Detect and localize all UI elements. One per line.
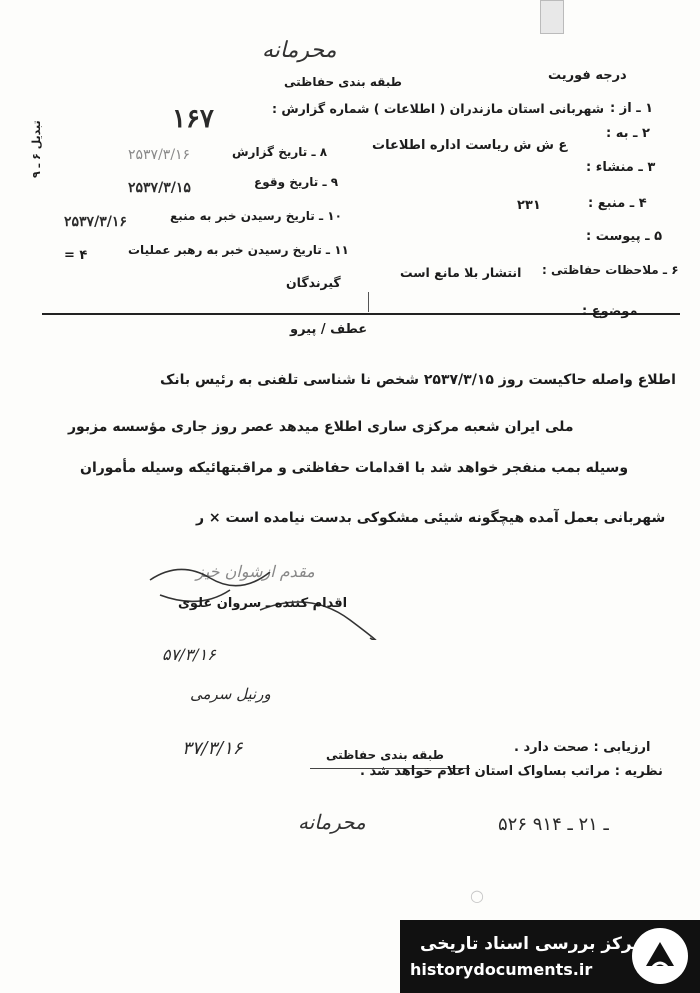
body-line-1: اطلاع واصله حاکیست روز ۲۵۳۷/۳/۱۵ شخص نا شناسی تلفنی به رئیس بانک bbox=[160, 372, 676, 388]
field-8-label: ۸ ـ تاریخ گزارش bbox=[232, 145, 328, 159]
evaluation: ارزیابی : صحت دارد . bbox=[514, 740, 651, 755]
watermark-org: مرکز بررسی اسناد تاریخی bbox=[420, 934, 643, 954]
field-1-value: شهربانی استان مازندران ( اطلاعات ) شماره گزارش : bbox=[272, 101, 605, 116]
occurrence-date: ۲۵۳۷/۳/۱۵ bbox=[128, 180, 191, 196]
archive-code: ۵۲۶ ـ ۲۱ ـ ۹۱۴ bbox=[498, 814, 609, 835]
classification-stamp-bottom: محرمانه bbox=[298, 810, 366, 834]
subject-label: موضوع : bbox=[582, 304, 638, 319]
action-by: اقدام کننده ـ سروان علوی bbox=[178, 596, 348, 611]
footer-classification-label: طبقه بندی حفاظتی bbox=[326, 748, 444, 762]
opinion: نظریه : مراتب بساواک استان اعلام خواهد شد . bbox=[360, 764, 663, 779]
source-value: ۲۳۱ bbox=[517, 198, 541, 213]
report-number: ۱۶۷ bbox=[172, 104, 214, 134]
classification-label-top: طبقه بندی حفاظتی bbox=[284, 75, 402, 89]
field-4-label: ۴ ـ منبع : bbox=[588, 196, 647, 211]
source-receipt-date: ۲۵۳۷/۳/۱۶ bbox=[64, 214, 127, 230]
bleed-through-mark: ○ bbox=[470, 886, 484, 905]
field-10-label: ۱۰ ـ تاریخ رسیدن خبر به منبع bbox=[170, 209, 342, 223]
field-6-value: انتشار بلا مانع است bbox=[400, 265, 522, 280]
classification-stamp-top: محرمانه bbox=[262, 38, 337, 63]
handwritten-note: مقدم ازشوان خیز bbox=[196, 562, 315, 581]
handwritten-date-2: ۳۷/۳/۱۶ bbox=[182, 738, 243, 759]
field-2-value: ع ش ش ریاست اداره اطلاعات bbox=[372, 138, 568, 153]
corner-tab bbox=[540, 0, 564, 34]
field-9-label: ۹ ـ تاریخ وقوع bbox=[254, 175, 339, 189]
recipients-label: گیرندگان bbox=[286, 275, 341, 290]
body-line-4: شهربانی بعمل آمده هیچگونه شیئی مشکوکی بدست نیامده است × ر bbox=[196, 510, 666, 526]
report-date: ۲۵۳۷/۳/۱۶ bbox=[128, 147, 191, 163]
urgency-label: درجه فوریت bbox=[548, 68, 627, 83]
subject-value: عطف / پیرو bbox=[290, 322, 368, 337]
field-1-label: ۱ ـ از : bbox=[610, 101, 654, 116]
field-11-value: = ۴ bbox=[64, 248, 88, 263]
column-divider bbox=[368, 292, 369, 312]
field-3-label: ۳ ـ منشاء : bbox=[586, 160, 656, 175]
handwritten-date: ۵۷/۳/۱۶ bbox=[162, 645, 216, 664]
signature-scribble bbox=[140, 550, 380, 640]
body-line-3: وسیله بمب منفجر خواهد شد با اقدامات حفاظتی و مراقبتهائیکه وسیله مأموران bbox=[80, 460, 629, 476]
side-note: تبدیل ۶ ـ ۹ bbox=[30, 120, 43, 178]
watermark-url[interactable]: historydocuments.ir bbox=[410, 960, 593, 979]
field-6-label: ۶ ـ ملاحظات حفاظتی : bbox=[542, 263, 679, 277]
field-5-label: ۵ ـ پیوست : bbox=[586, 229, 663, 244]
field-11-label: ۱۱ ـ تاریخ رسیدن خبر به رهبر عملیات bbox=[128, 243, 349, 257]
body-line-2: ملی ایران شعبه مرکزی ساری اطلاع میدهد عصر روز جاری مؤسسه مزبور bbox=[68, 419, 574, 435]
field-2-label: ۲ ـ به : bbox=[606, 126, 650, 141]
handwritten-note-2: ورنیل سرمی bbox=[190, 685, 271, 703]
